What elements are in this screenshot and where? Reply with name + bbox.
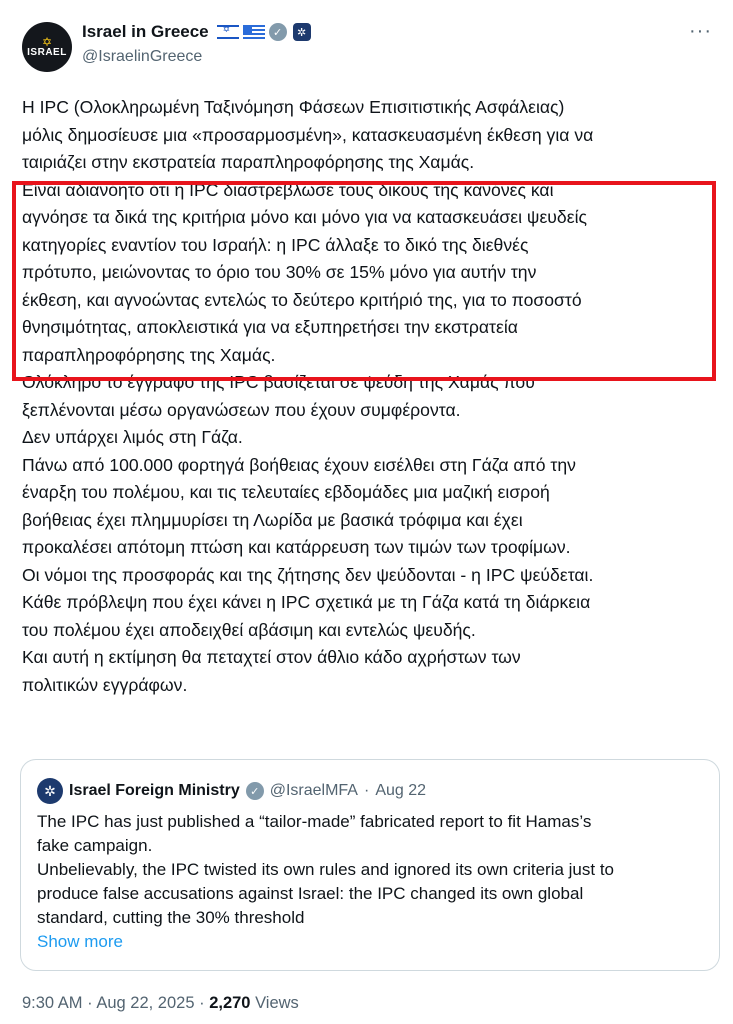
- avatar[interactable]: [22, 22, 72, 72]
- verified-badge-icon[interactable]: ✓: [246, 782, 264, 800]
- tweet-text-line: ταιριάζει στην εκστρατεία παραπληροφόρησης της Χαμάς.: [22, 152, 475, 172]
- quoted-handle[interactable]: @IsraelMFA: [269, 782, 358, 799]
- quoted-tweet[interactable]: [20, 759, 720, 971]
- tweet-time[interactable]: 9:30 AM: [22, 994, 83, 1012]
- tweet-footer: [22, 994, 299, 1013]
- verified-badge-icon[interactable]: ✓: [269, 23, 287, 41]
- government-affiliation-icon[interactable]: ✲: [293, 23, 311, 41]
- quoted-text-line: Unbelievably, the IPC twisted its own rules and ignored its own criteria just to: [37, 860, 615, 879]
- tweet-text-line: Η IPC (Ολοκληρωμένη Ταξινόμηση Φάσεων Επισιτιστικής Ασφάλειας): [22, 97, 565, 117]
- tweet-text-line: ξεπλένονται μέσω οργανώσεων που έχουν συμφέροντα.: [22, 399, 461, 420]
- tweet-text-line: πρότυπο, μειώνοντας το όριο του 30% σε 15% μόνο για αυτήν την: [22, 262, 537, 282]
- tweet-text-line: κατηγορίες εναντίον του Ισραήλ: η IPC άλλαξε το δικό της διεθνές: [22, 234, 529, 255]
- quoted-text-line: produce false accusations against Israel: the IPC changed its own global: [37, 884, 584, 903]
- tweet-text-line: Είναι αδιανόητο ότι η IPC διαστρέβλωσε τους δικούς της κανόνες και: [22, 179, 554, 200]
- author-handle[interactable]: @IsraelinGreece: [82, 48, 203, 65]
- tweet-text-line: έκθεση, και αγνοώντας εντελώς το δεύτερο κριτήριό της, για το ποσοστό: [22, 289, 582, 310]
- show-more-link[interactable]: Show more: [37, 932, 123, 951]
- quoted-tweet-header: [37, 778, 426, 804]
- avatar-logo-text: ISRAEL: [27, 46, 67, 58]
- quoted-text-line: The IPC has just published a “tailor-made” fabricated report to fit Hamas’s: [37, 812, 592, 831]
- quoted-text-line: fake campaign.: [37, 836, 153, 855]
- tweet-text-line: μόλις δημοσίευσε μια «προσαρμοσμένη», κατασκευασμένη έκθεση για να: [22, 124, 594, 145]
- tweet-text-line: του πολέμου έχει αποδειχθεί αβάσιμη και εντελώς ψευδής.: [22, 619, 476, 640]
- greece-flag-icon: [243, 25, 265, 39]
- footer-separator: ·: [199, 994, 205, 1012]
- quoted-tweet-text: [37, 810, 707, 930]
- tweet-text-line: παραπληροφόρησης της Χαμάς.: [22, 344, 276, 365]
- tweet-text-line: πολιτικών εγγράφων.: [22, 674, 188, 695]
- tweet-text-line: Κάθε πρόβλεψη που έχει κάνει η IPC σχετικά με τη Γάζα κατά τη διάρκεια: [22, 592, 591, 612]
- quoted-avatar[interactable]: ✲: [37, 778, 63, 804]
- tweet-text-line: θνησιμότητας, αποκλειστικά για να εξυπηρετήσει την εκστρατεία: [22, 317, 518, 337]
- more-options-icon[interactable]: ···: [689, 20, 712, 42]
- tweet-date[interactable]: Aug 22, 2025: [96, 994, 195, 1012]
- quoted-separator: ·: [363, 782, 370, 799]
- tweet-text-line: αγνόησε τα δικά της κριτήρια μόνο και μόνο για να κατασκευάσει ψευδείς: [22, 207, 587, 227]
- tweet-text-line: βοήθειας έχει πλημμυρίσει τη Λωρίδα με βασικά τρόφιμα και έχει: [22, 509, 523, 530]
- tweet-header: [22, 18, 712, 78]
- footer-separator: ·: [87, 994, 93, 1012]
- tweet-text-line: Πάνω από 100.000 φορτηγά βοήθειας έχουν εισέλθει στη Γάζα από την: [22, 454, 576, 475]
- tweet-text-line: προκαλέσει απότομη πτώση και κατάρρευση των τιμών των τροφίμων.: [22, 537, 571, 557]
- tweet-text-line: Δεν υπάρχει λιμός στη Γάζα.: [22, 427, 243, 447]
- star-of-david-icon: ✡: [41, 34, 53, 49]
- views-count: 2,270: [209, 994, 251, 1012]
- quoted-text-line: standard, cutting the 30% threshold: [37, 908, 305, 927]
- author-display-name[interactable]: Israel in Greece: [82, 22, 209, 41]
- quoted-date[interactable]: Aug 22: [375, 782, 427, 799]
- author-name-row: [82, 22, 311, 42]
- tweet-text-line: Και αυτή η εκτίμηση θα πεταχτεί στον άθλιο κάδο αχρήστων των: [22, 647, 521, 667]
- views-label: Views: [255, 994, 299, 1012]
- tweet-text-line: έναρξη του πολέμου, και τις τελευταίες εβδομάδες μια μαζική εισροή: [22, 482, 550, 502]
- tweet-text-line: Ολόκληρο το έγγραφο της IPC βασίζεται σε ψεύδη της Χαμάς που: [22, 372, 535, 392]
- quoted-display-name[interactable]: Israel Foreign Ministry: [69, 782, 240, 799]
- tweet-text: [22, 94, 722, 699]
- israel-flag-icon: [217, 25, 239, 39]
- tweet-text-line: Οι νόμοι της προσφοράς και της ζήτησης δεν ψεύδονται - η IPC ψεύδεται.: [22, 564, 594, 585]
